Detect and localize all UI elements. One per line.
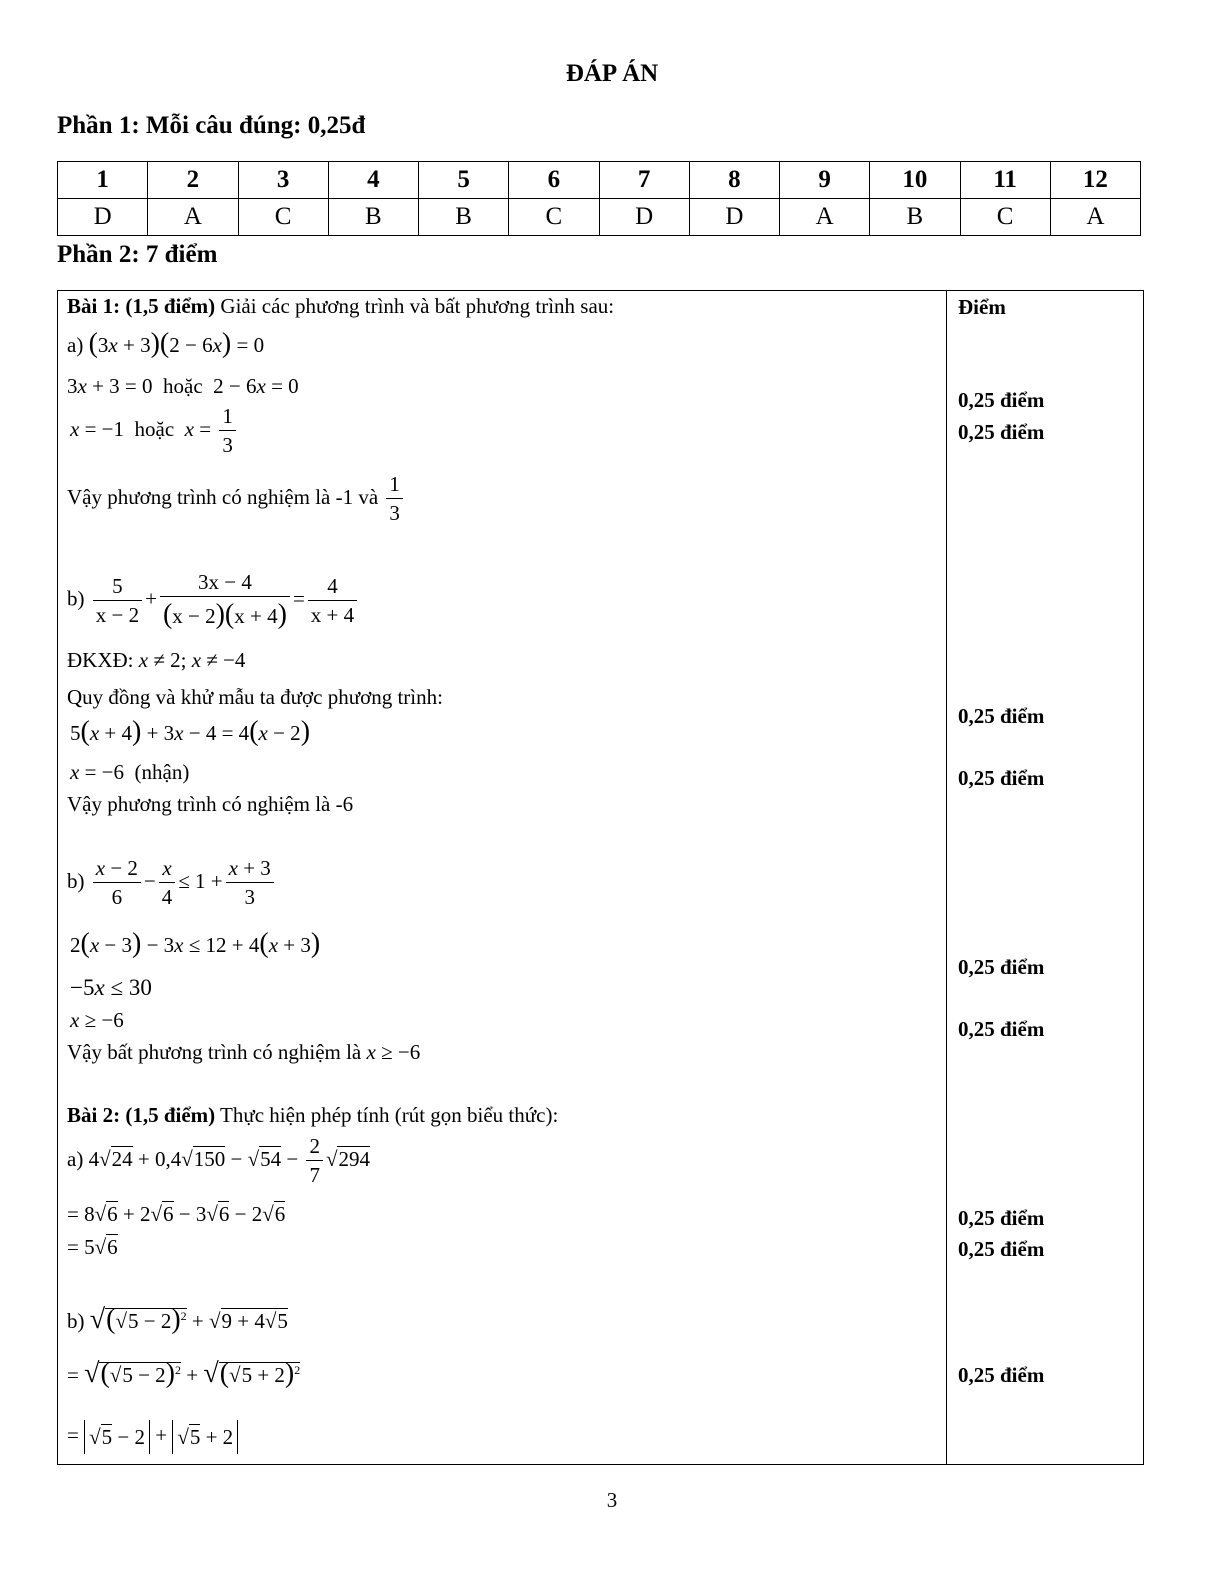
bai1b-qd: Quy đồng và khử mẫu ta được phương trình: <box>67 685 443 709</box>
bai1c-conclusion: Vậy bất phương trình có nghiệm là x ≥ −6 <box>67 1040 421 1064</box>
question-number: 11 <box>960 162 1050 199</box>
question-number: 6 <box>509 162 599 199</box>
bai1a-conclusion: Vậy phương trình có nghiệm là -1 và $\frac{1}{3}$ <box>67 474 406 524</box>
bai1b-step1: 5(x + 4) + 3x − 4 = 4(x − 2) <box>70 716 311 747</box>
question-number: 8 <box>689 162 779 199</box>
answer-letter: C <box>960 199 1050 236</box>
bai2a-prefix: a) <box>67 1146 84 1171</box>
bai2a-expression: a) 4√24 + 0,4√150 − √54 − $\frac{2}{7}$ √294 <box>67 1134 370 1187</box>
answer-letter: D <box>599 199 689 236</box>
bai1a-step1: 3x + 3 = 0 hoặc 2 − 6x = 0 <box>67 374 299 398</box>
question-number: 5 <box>419 162 509 199</box>
answer-letter: B <box>870 199 960 236</box>
bai2a-step2: = 5√6 <box>67 1235 118 1259</box>
bai1c-conclusion-text: Vậy bất phương trình có nghiệm là <box>67 1040 362 1064</box>
or-word: hoặc <box>163 374 203 398</box>
dkxd-label: ĐKXĐ: <box>67 648 134 672</box>
bai1b-dkxd: ĐKXĐ: x ≠ 2; x ≠ −4 <box>67 648 246 672</box>
bai1c-inequality: b) $\frac{x - 2}{6}$ − $\frac{x}{4}$ ≤ 1 + $\frac{x + 3}{3}$ <box>67 858 277 908</box>
score-item: 0,25 điểm <box>958 1017 1045 1041</box>
bai2-text: Thực hiện phép tính (rút gọn biểu thức): <box>215 1103 559 1127</box>
answer-letter: D <box>689 199 779 236</box>
question-number: 3 <box>238 162 328 199</box>
part2-heading: Phần 2: 7 điểm <box>57 241 218 268</box>
question-number: 7 <box>599 162 689 199</box>
bai1b-conclusion: Vậy phương trình có nghiệm là -6 <box>67 792 354 816</box>
column-divider <box>946 290 947 1465</box>
score-item: 0,25 điểm <box>958 388 1045 412</box>
score-column-header: Điểm <box>958 295 1006 319</box>
or-word: hoặc <box>134 416 175 441</box>
bai2-label: Bài 2: (1,5 điểm) <box>67 1103 216 1127</box>
bai1a-step2: x = −1 hoặc x = $\frac{1}{3}$ <box>70 406 239 456</box>
page-number: 3 <box>606 1488 618 1512</box>
bai1b-prefix: b) <box>67 586 85 611</box>
answer-letter: A <box>1050 199 1140 236</box>
question-number: 1 <box>58 162 148 199</box>
bai1c-step2: −5x ≤ 30 <box>70 975 152 1000</box>
score-item: 0,25 điểm <box>958 1237 1045 1261</box>
bai1a-prefix: a) <box>67 333 84 357</box>
question-number: 2 <box>148 162 238 199</box>
bai2b-prefix: b) <box>67 1309 85 1333</box>
bai1-text: Giải các phương trình và bất phương trình sau: <box>215 294 615 318</box>
question-number: 12 <box>1050 162 1140 199</box>
bai2b-step1: = $√(√5 - 2)^2 + √(√5 + 2)^2$ <box>67 1358 301 1389</box>
question-number: 9 <box>780 162 870 199</box>
bai1c-step3: x ≥ −6 <box>70 1008 124 1032</box>
bai2-heading <box>67 1105 558 1126</box>
answer-letter: C <box>238 199 328 236</box>
bai1a-conclusion-text: Vậy phương trình có nghiệm là -1 và <box>67 484 379 509</box>
bai1a-equation: a) (3x + 3)(2 − 6x) = 0 <box>67 328 265 359</box>
bai1-heading <box>67 296 614 317</box>
part1-heading: Phần 1: Mỗi câu đúng: 0,25đ <box>57 112 366 139</box>
score-item: 0,25 điểm <box>958 955 1045 979</box>
answer-table <box>57 161 1141 236</box>
answer-letter: B <box>419 199 509 236</box>
score-item: 0,25 điểm <box>958 704 1045 728</box>
nhan-word: (nhận) <box>134 760 190 784</box>
question-number: 4 <box>328 162 418 199</box>
answer-letter-row <box>58 199 1141 236</box>
score-item: 0,25 điểm <box>958 766 1045 790</box>
answer-letter: B <box>328 199 418 236</box>
bai1b-equation: b) $\frac{5}{x - 2}$ + $\frac{3x - 4}{(x - 2)(x + 4)}$ = $\frac{4}{x + 4}$ <box>67 572 360 629</box>
bai2b-step2: = √5 − 2 + √5 + 2 <box>67 1420 238 1454</box>
bai1c-step1: 2(x − 3) − 3x ≤ 12 + 4(x + 3) <box>70 928 321 959</box>
answer-number-row <box>58 162 1141 199</box>
answer-letter: C <box>509 199 599 236</box>
bai1-label: Bài 1: (1,5 điểm) <box>67 294 216 318</box>
answer-letter: A <box>780 199 870 236</box>
score-item: 0,25 điểm <box>958 1206 1045 1230</box>
score-item: 0,25 điểm <box>958 420 1045 444</box>
page-title: ĐÁP ÁN <box>565 60 659 87</box>
bai2b-expression: b) $√(√5 - 2)^2 + √9 + 4√5$ <box>67 1304 288 1335</box>
answer-letter: D <box>58 199 148 236</box>
score-item: 0,25 điểm <box>958 1363 1045 1387</box>
bai1c-prefix: b) <box>67 868 85 893</box>
bai1b-step2: x = −6 (nhận) <box>70 760 190 784</box>
bai2a-step1: = 8√6 + 2√6 − 3√6 − 2√6 <box>67 1202 286 1226</box>
question-number: 10 <box>870 162 960 199</box>
answer-letter: A <box>148 199 238 236</box>
